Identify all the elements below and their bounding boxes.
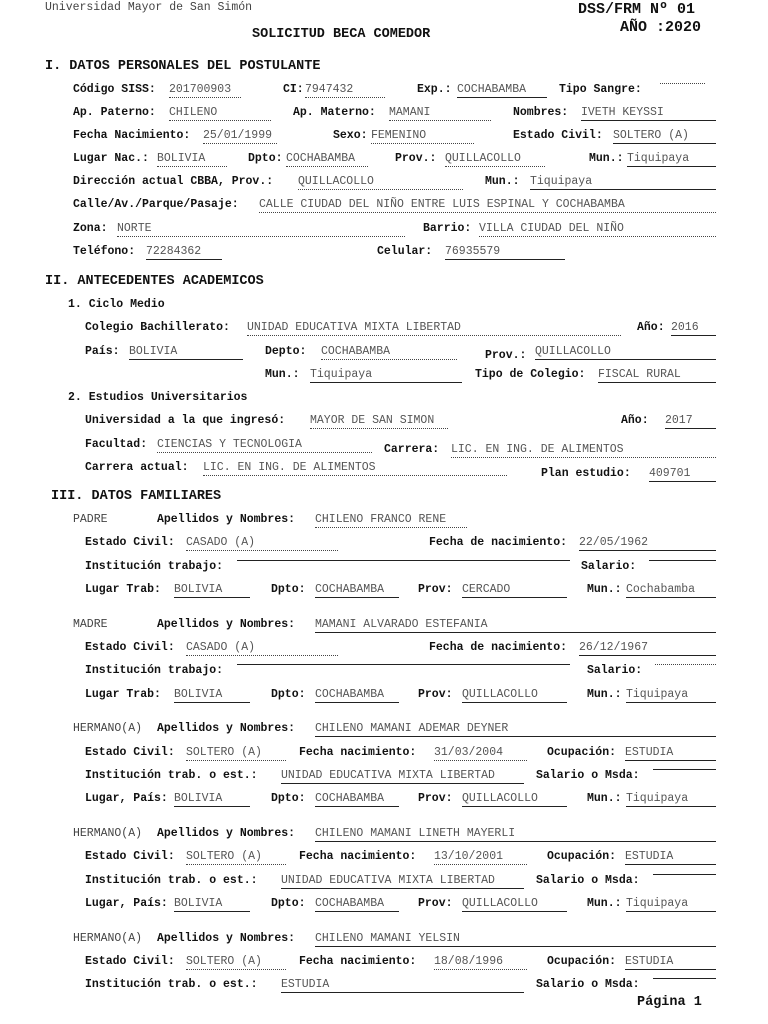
field-fecha-hermano-3: 18/08/1996	[434, 955, 527, 970]
field-ocupacion-hermano-2: ESTUDIA	[625, 850, 716, 865]
label-mun-padre: Mun.:	[587, 583, 622, 596]
field-ci: 7947432	[305, 83, 385, 98]
label-prov-hermano-1: Prov:	[418, 792, 453, 805]
field-institucion-padre	[237, 560, 570, 561]
field-direccion-prov: QUILLACOLLO	[298, 175, 463, 190]
label-mun-madre: Mun.:	[587, 688, 622, 701]
label-fecha-padre: Fecha de nacimiento:	[429, 536, 568, 549]
label-estado-civil: Estado Civil:	[513, 129, 603, 142]
field-estado-civil-hermano-3: SOLTERO (A)	[186, 955, 286, 970]
field-ap-materno: MAMANI	[389, 106, 491, 121]
field-lugar-padre: BOLIVIA	[174, 583, 250, 598]
label-ocupacion-hermano-1: Ocupación:	[547, 746, 617, 759]
label-carrera-actual: Carrera actual:	[85, 461, 189, 474]
subsection-ciclo-medio: 1. Ciclo Medio	[68, 298, 165, 311]
label-mun-direccion: Mun.:	[485, 175, 520, 188]
field-mun-hermano-1: Tiquipaya	[626, 792, 716, 807]
label-prov-padre: Prov:	[418, 583, 453, 596]
field-salario-hermano-2	[653, 874, 716, 875]
relation-madre: MADRE	[73, 618, 108, 631]
field-lugar-nac: BOLIVIA	[157, 152, 227, 167]
label-zona: Zona:	[73, 222, 108, 235]
field-nombre-hermano-2: CHILENO MAMANI LINETH MAYERLI	[315, 827, 716, 842]
label-calle: Calle/Av./Parque/Pasaje:	[73, 198, 239, 211]
field-prov-hermano-1: QUILLACOLLO	[462, 792, 567, 807]
label-pais: País:	[85, 345, 120, 358]
label-institucion-hermano-2: Institución trab. o est.:	[85, 874, 258, 887]
label-estado-civil-padre: Estado Civil:	[85, 536, 175, 549]
field-estado-civil: SOLTERO (A)	[613, 129, 716, 144]
label-fecha-hermano-2: Fecha nacimiento:	[299, 850, 417, 863]
label-exp: Exp.:	[417, 83, 452, 96]
label-estado-civil-hermano-2: Estado Civil:	[85, 850, 175, 863]
label-tipo-colegio: Tipo de Colegio:	[475, 368, 586, 381]
field-prov-padre: CERCADO	[462, 583, 567, 598]
field-anio-colegio: 2016	[671, 321, 716, 336]
field-institucion-hermano-3: ESTUDIA	[281, 978, 524, 993]
field-nombre-hermano-1: CHILENO MAMANI ADEMAR DEYNER	[315, 722, 716, 737]
label-fecha-hermano-3: Fecha nacimiento:	[299, 955, 417, 968]
field-prov: QUILLACOLLO	[445, 152, 545, 167]
field-salario-hermano-1	[653, 769, 716, 770]
label-fecha-hermano-1: Fecha nacimiento:	[299, 746, 417, 759]
form-year: AÑO :2020	[620, 19, 702, 36]
label-tipo-sangre: Tipo Sangre:	[559, 83, 642, 96]
label-sexo: Sexo:	[333, 129, 368, 142]
label-institucion-hermano-3: Institución trab. o est.:	[85, 978, 258, 991]
field-universidad: MAYOR DE SAN SIMON	[310, 414, 448, 429]
label-ap-materno: Ap. Materno:	[293, 106, 376, 119]
field-ocupacion-hermano-3: ESTUDIA	[625, 955, 716, 970]
field-nombre-padre: CHILENO FRANCO RENE	[315, 513, 467, 528]
field-mun-colegio: Tiquipaya	[310, 368, 462, 383]
form-title: SOLICITUD BECA COMEDOR	[252, 27, 431, 42]
field-depto: COCHABAMBA	[321, 345, 457, 360]
label-anio-ingreso: Año:	[621, 414, 649, 427]
institution-name: Universidad Mayor de San Simón	[45, 1, 253, 14]
section-personal-title: I. DATOS PERSONALES DEL POSTULANTE	[45, 59, 321, 74]
field-nombre-hermano-3: CHILENO MAMANI YELSIN	[315, 932, 716, 947]
field-sexo: FEMENINO	[371, 129, 474, 144]
label-anio-colegio: Año:	[637, 321, 665, 334]
field-exp: COCHABAMBA	[457, 83, 547, 98]
field-fecha-hermano-1: 31/03/2004	[434, 746, 527, 761]
label-apellidos-madre: Apellidos y Nombres:	[157, 618, 296, 631]
field-estado-civil-madre: CASADO (A)	[186, 641, 338, 656]
label-prov-colegio: Prov.:	[485, 349, 527, 362]
label-prov-madre: Prov:	[418, 688, 453, 701]
label-ci: CI:	[283, 83, 304, 96]
label-apellidos-hermano-3: Apellidos y Nombres:	[157, 932, 296, 945]
field-dpto: COCHABAMBA	[286, 152, 368, 167]
field-salario-hermano-3	[653, 978, 716, 979]
label-lugar-padre: Lugar Trab:	[85, 583, 161, 596]
page-number: Página 1	[637, 995, 702, 1010]
field-anio-ingreso: 2017	[665, 414, 716, 429]
label-lugar-hermano-2: Lugar, País:	[85, 897, 168, 910]
label-salario-madre: Salario:	[587, 664, 643, 677]
label-colegio: Colegio Bachillerato:	[85, 321, 230, 334]
field-lugar-madre: BOLIVIA	[174, 688, 250, 703]
subsection-universitarios: 2. Estudios Universitarios	[68, 391, 248, 404]
field-lugar-hermano-2: BOLIVIA	[174, 897, 250, 912]
field-mun-padre: Cochabamba	[626, 583, 716, 598]
label-dpto: Dpto:	[248, 152, 283, 165]
label-salario-padre: Salario:	[581, 560, 637, 573]
field-fecha-madre: 26/12/1967	[579, 641, 716, 656]
label-estado-civil-hermano-3: Estado Civil:	[85, 955, 175, 968]
field-salario-padre	[649, 560, 716, 561]
relation-padre: PADRE	[73, 513, 108, 526]
label-apellidos-hermano-2: Apellidos y Nombres:	[157, 827, 296, 840]
label-fecha-madre: Fecha de nacimiento:	[429, 641, 568, 654]
label-salario-hermano-1: Salario o Msda:	[536, 769, 640, 782]
label-direccion: Dirección actual CBBA, Prov.:	[73, 175, 274, 188]
label-carrera: Carrera:	[384, 443, 440, 456]
field-ocupacion-hermano-1: ESTUDIA	[625, 746, 716, 761]
label-lugar-hermano-1: Lugar, País:	[85, 792, 168, 805]
label-ap-paterno: Ap. Paterno:	[73, 106, 156, 119]
field-fecha-nacimiento: 25/01/1999	[203, 129, 277, 144]
label-ocupacion-hermano-2: Ocupación:	[547, 850, 617, 863]
label-plan-estudio: Plan estudio:	[541, 467, 631, 480]
relation-hermano-2: HERMANO(A)	[73, 827, 143, 840]
label-depto: Depto:	[265, 345, 307, 358]
label-prov: Prov.:	[395, 152, 437, 165]
label-salario-hermano-2: Salario o Msda:	[536, 874, 640, 887]
section-academic-title: II. ANTECEDENTES ACADEMICOS	[45, 274, 264, 289]
label-dpto-madre: Dpto:	[271, 688, 306, 701]
label-dpto-padre: Dpto:	[271, 583, 306, 596]
field-tipo-colegio: FISCAL RURAL	[598, 368, 716, 383]
field-barrio: VILLA CIUDAD DEL NIÑO	[479, 222, 716, 237]
field-prov-madre: QUILLACOLLO	[462, 688, 567, 703]
label-universidad: Universidad a la que ingresó:	[85, 414, 286, 427]
field-estado-civil-padre: CASADO (A)	[186, 536, 338, 551]
label-nombres: Nombres:	[513, 106, 569, 119]
label-codigo-siss: Código SISS:	[73, 83, 156, 96]
section-family-title: III. DATOS FAMILIARES	[51, 489, 222, 504]
form-code: DSS/FRM Nº 01	[578, 1, 696, 18]
field-facultad: CIENCIAS Y TECNOLOGIA	[157, 438, 372, 453]
relation-hermano-3: HERMANO(A)	[73, 932, 143, 945]
field-dpto-hermano-1: COCHABAMBA	[315, 792, 399, 807]
label-mun-colegio: Mun.:	[265, 368, 300, 381]
field-estado-civil-hermano-2: SOLTERO (A)	[186, 850, 286, 865]
label-apellidos-hermano-1: Apellidos y Nombres:	[157, 722, 296, 735]
label-mun-hermano-1: Mun.:	[587, 792, 622, 805]
label-lugar-madre: Lugar Trab:	[85, 688, 161, 701]
field-calle: CALLE CIUDAD DEL NIÑO ENTRE LUIS ESPINAL Y COCHABAMBA	[259, 198, 716, 213]
field-telefono: 72284362	[146, 245, 222, 260]
field-lugar-hermano-1: BOLIVIA	[174, 792, 250, 807]
label-telefono: Teléfono:	[73, 245, 136, 258]
label-estado-civil-madre: Estado Civil:	[85, 641, 175, 654]
field-plan-estudio: 409701	[649, 467, 716, 482]
field-prov-colegio: QUILLACOLLO	[535, 345, 716, 360]
field-nombre-madre: MAMANI ALVARADO ESTEFANIA	[315, 618, 716, 633]
label-dpto-hermano-1: Dpto:	[271, 792, 306, 805]
field-fecha-hermano-2: 13/10/2001	[434, 850, 527, 865]
label-dpto-hermano-2: Dpto:	[271, 897, 306, 910]
field-institucion-madre	[237, 664, 570, 665]
field-dpto-padre: COCHABAMBA	[315, 583, 399, 598]
field-zona: NORTE	[117, 222, 405, 237]
field-mun-madre: Tiquipaya	[626, 688, 716, 703]
relation-hermano-1: HERMANO(A)	[73, 722, 143, 735]
field-prov-hermano-2: QUILLACOLLO	[462, 897, 567, 912]
label-barrio: Barrio:	[423, 222, 472, 235]
label-facultad: Facultad:	[85, 438, 148, 451]
label-fecha-nacimiento: Fecha Nacimiento:	[73, 129, 191, 142]
field-pais: BOLIVIA	[129, 345, 243, 360]
field-mun-hermano-2: Tiquipaya	[626, 897, 716, 912]
label-lugar-nac: Lugar Nac.:	[73, 152, 149, 165]
field-institucion-hermano-2: UNIDAD EDUCATIVA MIXTA LIBERTAD	[281, 874, 524, 889]
field-carrera-actual: LIC. EN ING. DE ALIMENTOS	[203, 461, 507, 476]
label-estado-civil-hermano-1: Estado Civil:	[85, 746, 175, 759]
field-ap-paterno: CHILENO	[169, 106, 271, 121]
field-institucion-hermano-1: UNIDAD EDUCATIVA MIXTA LIBERTAD	[281, 769, 524, 784]
label-mun-hermano-2: Mun.:	[587, 897, 622, 910]
field-codigo-siss: 201700903	[169, 83, 241, 98]
field-estado-civil-hermano-1: SOLTERO (A)	[186, 746, 286, 761]
label-mun: Mun.:	[589, 152, 624, 165]
field-dpto-madre: COCHABAMBA	[315, 688, 399, 703]
label-institucion-madre: Institución trabajo:	[85, 664, 224, 677]
label-celular: Celular:	[377, 245, 433, 258]
field-celular: 76935579	[445, 245, 565, 260]
field-tipo-sangre	[660, 83, 705, 84]
field-colegio: UNIDAD EDUCATIVA MIXTA LIBERTAD	[247, 321, 621, 336]
field-salario-madre	[655, 664, 716, 665]
label-institucion-hermano-1: Institución trab. o est.:	[85, 769, 258, 782]
label-salario-hermano-3: Salario o Msda:	[536, 978, 640, 991]
field-nombres: IVETH KEYSSI	[581, 106, 716, 121]
field-carrera: LIC. EN ING. DE ALIMENTOS	[451, 443, 716, 458]
field-fecha-padre: 22/05/1962	[579, 536, 716, 551]
label-institucion-padre: Institución trabajo:	[85, 560, 224, 573]
field-mun: Tiquipaya	[627, 152, 716, 167]
field-direccion-mun: Tiquipaya	[530, 175, 716, 190]
field-dpto-hermano-2: COCHABAMBA	[315, 897, 399, 912]
label-ocupacion-hermano-3: Ocupación:	[547, 955, 617, 968]
label-apellidos-padre: Apellidos y Nombres:	[157, 513, 296, 526]
label-prov-hermano-2: Prov:	[418, 897, 453, 910]
